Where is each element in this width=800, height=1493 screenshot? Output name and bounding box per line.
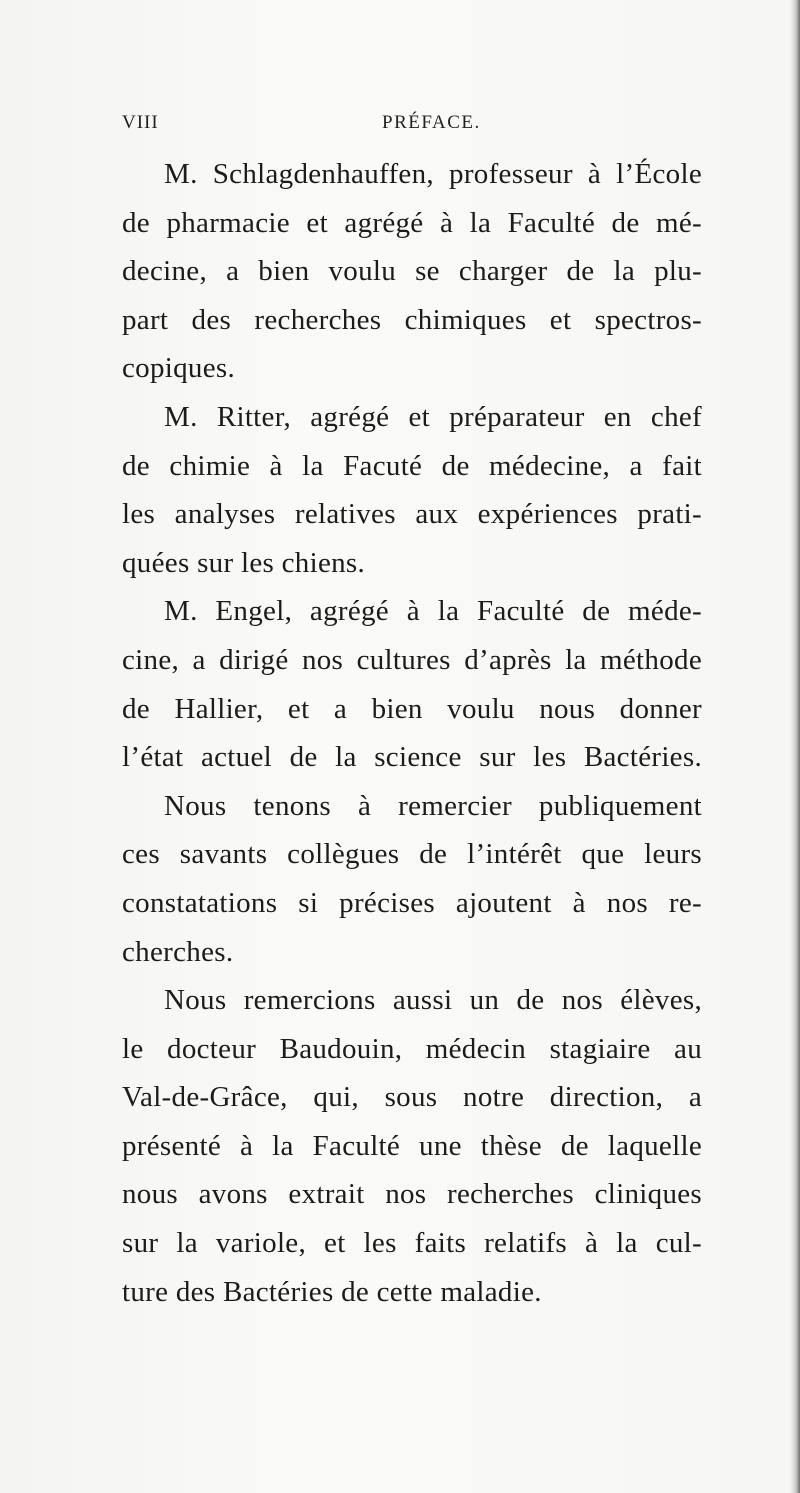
running-header — [122, 112, 682, 142]
text-line: Val-de-Grâce, qui, sous notre direction, a — [122, 1081, 702, 1114]
paragraph — [122, 976, 702, 1316]
running-title: PRÉFACE. — [382, 112, 481, 133]
paragraph — [122, 150, 702, 393]
text-line: sur la variole, et les faits relatifs à la cul- — [122, 1227, 702, 1260]
text-line: cherches. — [122, 935, 234, 968]
text-line: M. Engel, agrégé à la Faculté de méde- — [164, 595, 702, 628]
text-line: M. Schlagdenhauffen, professeur à l’École — [164, 158, 702, 190]
text-line: decine, a bien voulu se charger de la plu- — [122, 255, 702, 288]
page-number: VIII — [122, 112, 159, 133]
text-line: Nous tenons à remercier publiquement — [164, 789, 702, 822]
text-line: copiques. — [122, 352, 236, 385]
text-line: M. Ritter, agrégé et préparateur en chef — [164, 400, 702, 433]
text-line: les analyses relatives aux expériences prati- — [122, 498, 702, 531]
text-line: ture des Bactéries de cette maladie. — [122, 1275, 542, 1308]
text-line: de chimie à la Facuté de médecine, a fait — [122, 449, 702, 482]
text-line: présenté à la Faculté une thèse de laquelle — [122, 1129, 702, 1162]
page-edge-shadow — [790, 0, 800, 1493]
paragraph — [122, 782, 702, 976]
text-line: de Hallier, et a bien voulu nous donner — [122, 692, 702, 725]
paragraph — [122, 393, 702, 587]
text-line: part des recherches chimiques et spectros- — [122, 303, 702, 336]
text-line: quées sur les chiens. — [122, 546, 366, 579]
text-line: l’état actuel de la science sur les Bactéries. — [122, 741, 702, 774]
paragraph — [122, 587, 702, 781]
text-line: Nous remercions aussi un de nos élèves, — [164, 984, 702, 1017]
body-text — [122, 150, 702, 1316]
text-line: le docteur Baudouin, médecin stagiaire au — [122, 1032, 702, 1065]
text-line: de pharmacie et agrégé à la Faculté de mé- — [122, 206, 702, 239]
text-line: cine, a dirigé nos cultures d’après la méthode — [122, 643, 702, 676]
text-line: constatations si précises ajoutent à nos re- — [122, 886, 702, 919]
text-line: ces savants collègues de l’intérêt que leurs — [122, 838, 702, 871]
text-line: nous avons extrait nos recherches cliniques — [122, 1178, 702, 1211]
